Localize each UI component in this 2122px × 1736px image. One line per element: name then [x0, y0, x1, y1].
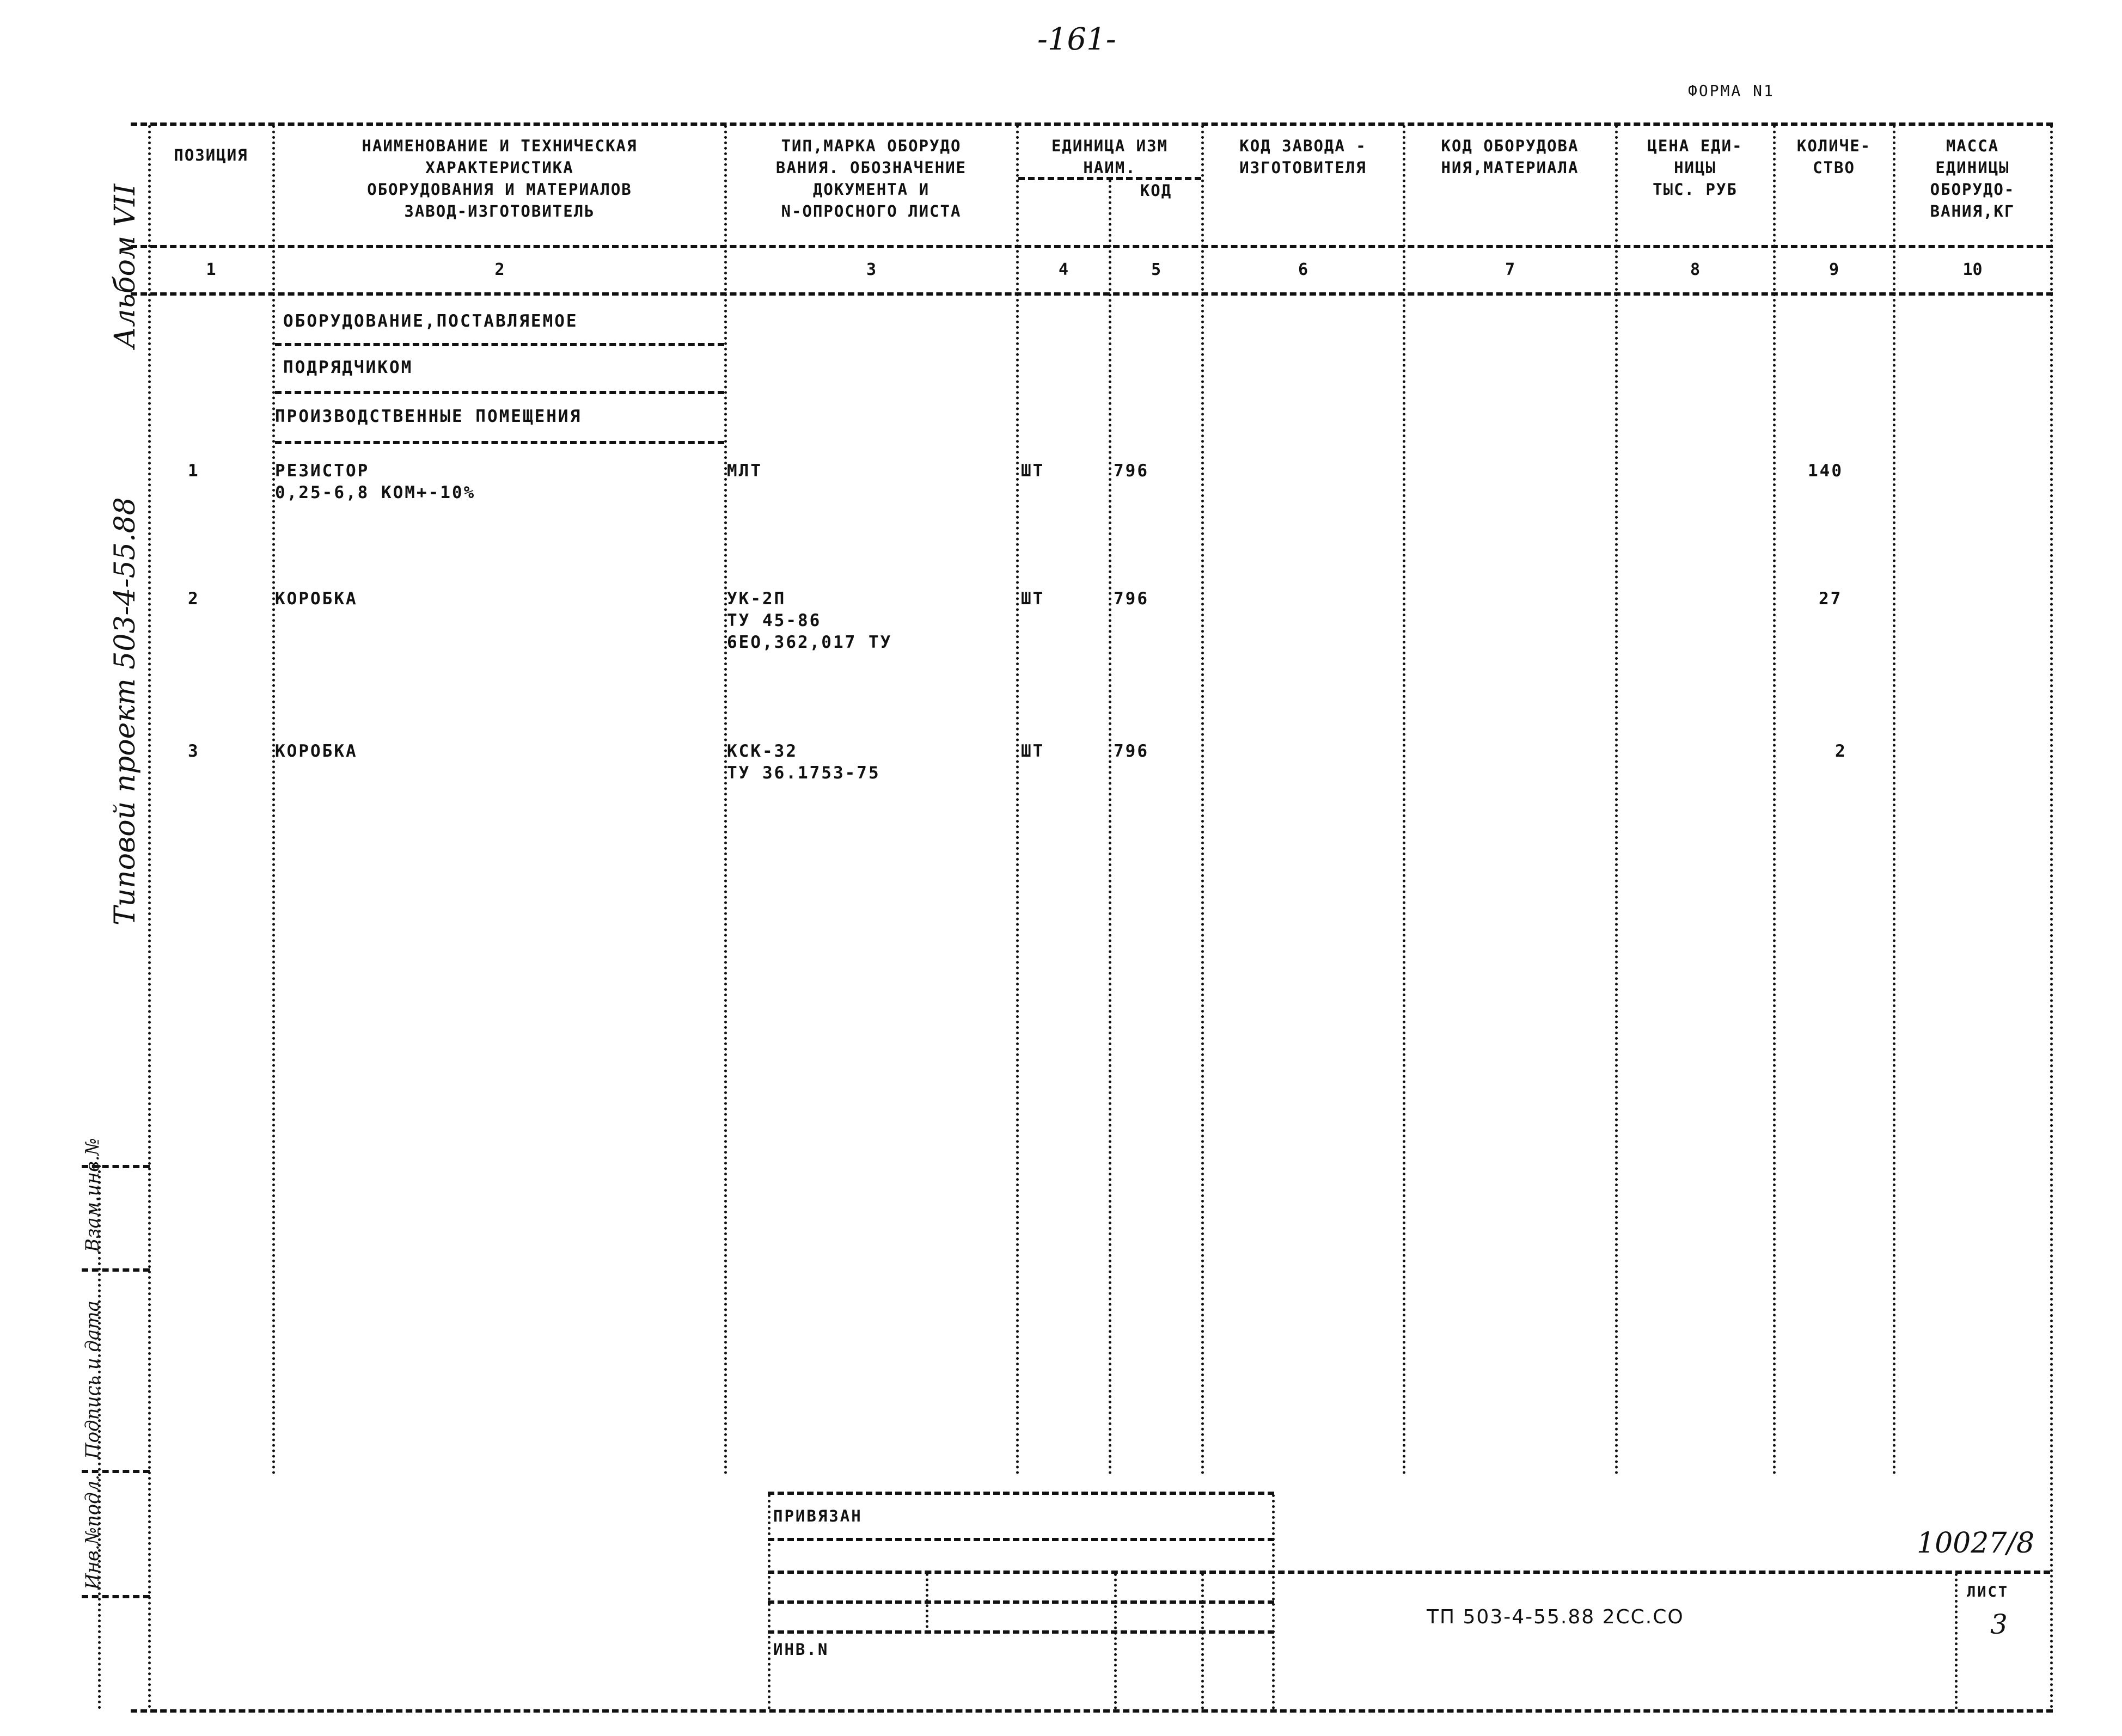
colnum-4: 4	[1058, 260, 1069, 279]
section-divider-2	[275, 391, 724, 394]
section-divider-1	[275, 343, 724, 346]
side-label-album: Альбом VII	[109, 183, 142, 348]
stamp-sheet-number: 3	[1990, 1609, 2008, 1640]
col-line-6	[1403, 125, 1405, 1475]
row-2-pos: 2	[188, 589, 200, 609]
stamp-doc-code: ТП 503-4-55.88 2СС.СО	[1427, 1606, 1684, 1628]
frame-right-line	[2050, 125, 2053, 1709]
side-label-vzam: Взам.инв.№	[82, 1138, 103, 1252]
row-1-qty: 140	[1808, 461, 1843, 481]
header-unit-code: КОД	[1140, 181, 1172, 200]
row-3-name: КОРОБКА	[275, 741, 358, 761]
side-divider-3	[82, 1470, 150, 1473]
header-type: ТИП,МАРКА ОБОРУДО ВАНИЯ. ОБОЗНАЧЕНИЕ ДОКУМЕНТА И N-ОПРОСНОГО ЛИСТА	[775, 137, 967, 220]
stamp-privyazan: ПРИВЯЗАН	[773, 1507, 863, 1525]
col-line-8	[1773, 125, 1776, 1475]
page-number: -161-	[1037, 22, 1116, 57]
stamp-v-3	[1114, 1573, 1117, 1709]
colnum-7: 7	[1505, 260, 1515, 279]
row-2-unit: ШТ	[1021, 589, 1045, 609]
colnum-6: 6	[1298, 260, 1308, 279]
col-line-7	[1615, 125, 1618, 1475]
stamp-ref-number: 10027/8	[1917, 1527, 2035, 1560]
side-label-podpis: Подпись и дата	[82, 1301, 103, 1459]
section-title-3: ПРОИЗВОДСТВЕННЫЕ ПОМЕЩЕНИЯ	[275, 407, 582, 426]
colnum-10: 10	[1962, 260, 1983, 279]
header-mass: МАССА ЕДИНИЦЫ ОБОРУДО- ВАНИЯ,КГ	[1930, 137, 2015, 220]
row-1-pos: 1	[188, 461, 200, 481]
side-label-project: Типовой проект 503-4-55.88	[109, 497, 142, 925]
frame-side-line	[98, 1165, 101, 1709]
table-top-border	[131, 122, 2053, 126]
row-1-unit: ШТ	[1021, 461, 1045, 481]
col-line-3	[1016, 125, 1019, 1475]
row-2-name: КОРОБКА	[275, 589, 358, 609]
header-bottom-border	[131, 245, 2053, 248]
row-1-type: МЛТ	[727, 461, 762, 481]
colnum-3: 3	[866, 260, 877, 279]
stamp-line-2	[768, 1571, 2050, 1574]
col-line-4	[1109, 180, 1111, 1475]
header-factory-code: КОД ЗАВОДА - ИЗГОТОВИТЕЛЯ	[1239, 137, 1367, 177]
stamp-sheet-divider	[1955, 1573, 1958, 1709]
section-title-1: ОБОРУДОВАНИЕ,ПОСТАВЛЯЕМОЕ	[283, 311, 578, 331]
col-line-9	[1893, 125, 1895, 1475]
side-label-inv-podl: Инв.№подл.	[82, 1474, 103, 1590]
form-label: ФОРМА N1	[1688, 82, 1775, 100]
header-equipment-code: КОД ОБОРУДОВА НИЯ,МАТЕРИАЛА	[1441, 137, 1579, 177]
stamp-v-1	[768, 1494, 770, 1709]
row-3-qty: 2	[1835, 741, 1847, 761]
side-divider-2	[82, 1268, 150, 1272]
stamp-line-3	[768, 1600, 1274, 1604]
row-2-qty: 27	[1819, 589, 1843, 609]
side-divider-4	[82, 1595, 150, 1598]
stamp-v-2	[926, 1573, 928, 1633]
col-line-5	[1201, 125, 1204, 1475]
header-qty: КОЛИЧЕ- СТВО	[1796, 137, 1872, 177]
section-divider-3	[275, 441, 724, 444]
stamp-v-5	[1272, 1494, 1275, 1709]
stamp-line-4	[768, 1630, 1274, 1634]
stamp-inv: ИНВ.N	[773, 1640, 829, 1659]
table-bottom-border	[131, 1709, 2053, 1713]
row-3-pos: 3	[188, 741, 200, 761]
col-line-1	[272, 125, 275, 1475]
row-3-code: 796	[1114, 741, 1149, 761]
row-2-code: 796	[1114, 589, 1149, 609]
colnum-bottom-border	[131, 292, 2053, 296]
colnum-9: 9	[1829, 260, 1839, 279]
colnum-2: 2	[494, 260, 505, 279]
section-title-2: ПОДРЯДЧИКОМ	[283, 358, 413, 377]
header-pos: ПОЗИЦИЯ	[174, 146, 248, 164]
stamp-top	[768, 1492, 1274, 1495]
row-3-type: КСК-32 ТУ 36.1753-75	[727, 741, 880, 783]
row-3-unit: ШТ	[1021, 741, 1045, 761]
colnum-5: 5	[1151, 260, 1161, 279]
col-line-2	[724, 125, 727, 1475]
colnum-1: 1	[206, 260, 216, 279]
header-unit: ЕДИНИЦА ИЗМ НАИМ.	[1051, 137, 1169, 177]
row-2-type: УК-2П ТУ 45-86 6ЕО,362,017 ТУ	[727, 589, 892, 652]
row-1-code: 796	[1114, 461, 1149, 481]
row-1-name: РЕЗИСТОР 0,25-6,8 КОМ+-10%	[275, 461, 476, 502]
colnum-8: 8	[1690, 260, 1701, 279]
stamp-sheet-label: ЛИСТ	[1967, 1584, 2009, 1600]
stamp-line-1	[768, 1538, 1274, 1541]
header-price: ЦЕНА ЕДИ- НИЦЫ ТЫС. РУБ	[1647, 137, 1743, 199]
header-name: НАИМЕНОВАНИЕ И ТЕХНИЧЕСКАЯ ХАРАКТЕРИСТИКА ОБОРУДОВАНИЯ И МАТЕРИАЛОВ ЗАВОД-ИЗГОТОВИТЕЛЬ	[362, 137, 638, 220]
side-divider-1	[82, 1165, 150, 1168]
stamp-v-4	[1201, 1573, 1204, 1709]
